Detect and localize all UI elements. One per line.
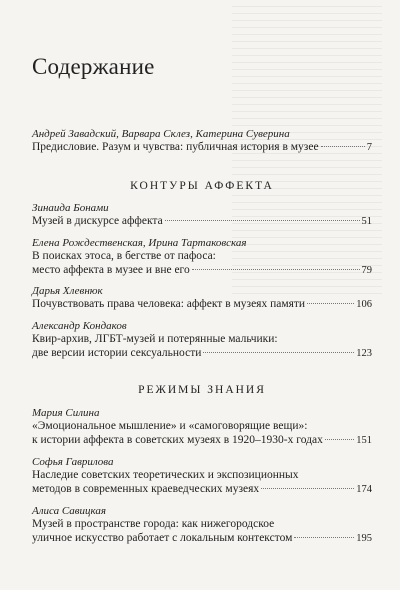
page-number: 123 — [356, 347, 372, 359]
entry-title-line: место аффекта в музее и вне его 79 — [32, 263, 372, 276]
toc-entry — [32, 320, 372, 360]
entry-title-line: уличное искусство работает с локальным контекстом 195 — [32, 531, 372, 544]
entry-title-line: Наследие советских теоретических и экспозиционных — [32, 469, 299, 481]
entry-author: Мария Силина — [32, 407, 100, 419]
entry-author: Алиса Савицкая — [32, 505, 107, 517]
toc-entry-preface — [32, 128, 372, 155]
leader-dots — [165, 220, 360, 221]
toc-entry — [32, 505, 372, 545]
toc-entry — [32, 407, 372, 447]
entry-author: Софья Гаврилова — [32, 456, 114, 468]
entry-author: Зинаида Бонами — [32, 202, 109, 214]
leader-dots — [321, 146, 365, 147]
toc-entry — [32, 285, 372, 312]
toc-entry — [32, 237, 372, 277]
entry-title-line: методов в современных краеведческих музеях 174 — [32, 482, 372, 495]
entry-title-line: Квир-архив, ЛГБТ-музей и потерянные мальчики: — [32, 333, 278, 345]
entry-author: Александр Кондаков — [32, 320, 127, 332]
entry-author: Дарья Хлевнюк — [32, 285, 103, 297]
entry-title-line: В поисках этоса, в бегстве от пафоса: — [32, 250, 216, 262]
toc-entry — [32, 202, 372, 229]
page-title: Содержание — [32, 54, 155, 79]
entry-title-line: «Эмоциональное мышление» и «самоговорящие вещи»: — [32, 420, 308, 432]
page-number: 79 — [361, 264, 372, 276]
leader-dots — [203, 352, 354, 353]
entry-author: Андрей Завадский, Варвара Склез, Катерина Суверина — [32, 128, 290, 140]
leader-dots — [294, 537, 354, 538]
leader-dots — [261, 488, 354, 489]
section-heading-modes: РЕЖИМЫ ЗНАНИЯ — [138, 384, 266, 396]
page-number: 195 — [356, 532, 372, 544]
section-heading-contours: КОНТУРЫ АФФЕКТА — [130, 180, 274, 192]
leader-dots — [192, 269, 360, 270]
page-number: 151 — [356, 434, 372, 446]
leader-dots — [307, 303, 354, 304]
entry-title-line: Музей в дискурсе аффекта 51 — [32, 215, 372, 227]
entry-title-line: Предисловие. Разум и чувства: публичная история в музее 7 — [32, 141, 372, 153]
entry-title-line: две версии истории сексуальности 123 — [32, 346, 372, 359]
page-number: 174 — [356, 483, 372, 495]
page-number: 7 — [366, 142, 372, 153]
page-number: 106 — [356, 299, 372, 310]
entry-title-line: к истории аффекта в советских музеях в 1920–1930-х годах 151 — [32, 433, 372, 446]
leader-dots — [325, 439, 354, 440]
entry-title-line: Музей в пространстве города: как нижегородское — [32, 518, 275, 530]
entry-author: Елена Рождественская, Ирина Тартаковская — [32, 237, 247, 249]
page-number: 51 — [361, 216, 372, 227]
entry-title-line: Почувствовать права человека: аффект в музеях памяти 106 — [32, 298, 372, 310]
toc-entry — [32, 456, 372, 496]
